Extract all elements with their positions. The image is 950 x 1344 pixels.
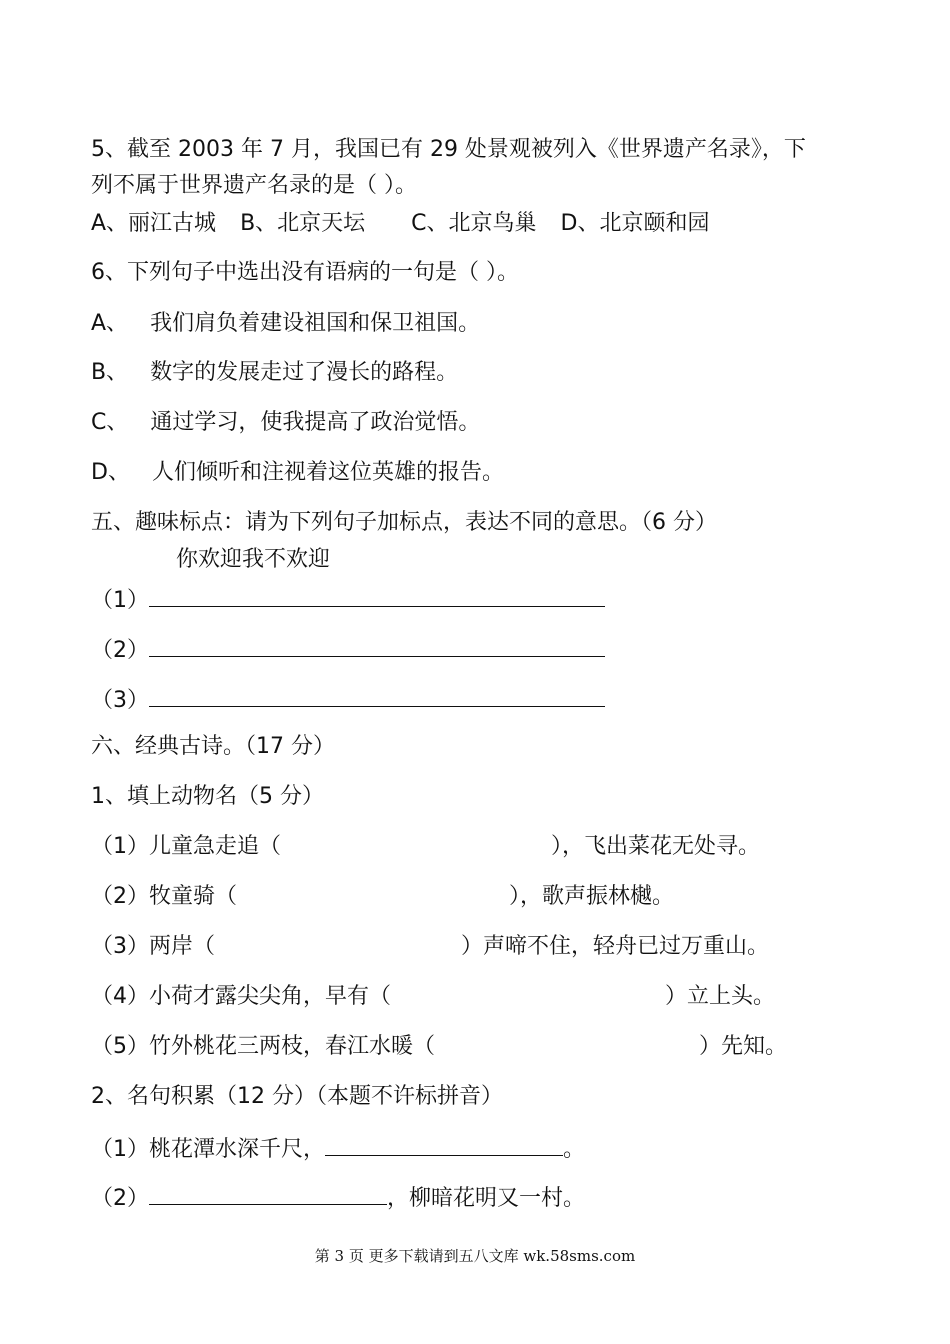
item-before: （4）小荷才露尖尖角，早有（: [91, 984, 391, 1009]
q5-option-a: A、丽江古城: [91, 211, 217, 236]
option-letter: C、: [91, 410, 129, 435]
q5-option-c: C、北京鸟巢: [411, 211, 537, 236]
answer-blank[interactable]: [149, 684, 605, 707]
q6-option-b: [91, 359, 458, 387]
item-after: ）声啼不住，轻舟已过万重山。: [461, 934, 770, 959]
item-after: ，柳暗花明又一村。: [387, 1186, 586, 1211]
option-letter: B、: [91, 360, 129, 385]
item-after: ），飞出菜花无处寻。: [551, 834, 761, 859]
q6-option-a: [91, 310, 480, 338]
section6-title: 六、经典古诗。（17 分）: [91, 734, 335, 759]
q5-options: [91, 210, 709, 238]
item-before: （5）竹外桃花三两枝，春江水暖（: [91, 1034, 435, 1059]
section5-blank-2: [91, 634, 605, 665]
blank-label: （1）: [91, 588, 149, 613]
item-before: （1）儿童急走追（: [91, 834, 281, 859]
option-text: 通过学习，使我提高了政治觉悟。: [150, 410, 481, 435]
item-before: （2）牧童骑（: [91, 884, 237, 909]
item-after: 。: [563, 1137, 586, 1162]
answer-blank[interactable]: [149, 584, 605, 607]
blank-label: （3）: [91, 688, 149, 713]
poem-fill-item-3: [91, 933, 769, 961]
section5-blank-1: [91, 584, 605, 615]
item-after: ）先知。: [699, 1034, 788, 1059]
item-after: ）立上头。: [665, 984, 776, 1009]
q5-option-b: B、北京天坛: [240, 211, 366, 236]
section6-part1-title: 1、填上动物名（5 分）: [91, 784, 324, 809]
item-before: （3）两岸（: [91, 934, 215, 959]
section5-sentence: 你欢迎我不欢迎: [176, 547, 331, 572]
quote-item-1: [91, 1133, 585, 1164]
option-text: 数字的发展走过了漫长的路程。: [150, 360, 459, 385]
q6-stem: 6、下列句子中选出没有语病的一句是（ ）。: [91, 260, 519, 285]
answer-blank[interactable]: [149, 1182, 387, 1205]
item-after: ），歌声振林樾。: [509, 884, 675, 909]
poem-fill-item-4: [91, 983, 775, 1011]
q6-option-c: [91, 409, 480, 437]
poem-fill-item-5: [91, 1033, 787, 1061]
answer-blank[interactable]: [149, 634, 605, 657]
q5-stem-line2: 列不属于世界遗产名录的是（ ）。: [91, 173, 417, 198]
item-before: （2）: [91, 1186, 149, 1211]
quote-item-2: [91, 1182, 585, 1213]
q5-option-d: D、北京颐和园: [560, 211, 710, 236]
option-text: 我们肩负着建设祖国和保卫祖国。: [150, 311, 481, 336]
blank-label: （2）: [91, 638, 149, 663]
poem-fill-item-2: [91, 883, 674, 911]
q6-option-d: [91, 459, 504, 487]
option-text: 人们倾听和注视着这位英雄的报告。: [151, 460, 504, 485]
q5-stem-line1: 5、截至 2003 年 7 月，我国已有 29 处景观被列入《世界遗产名录》，下: [91, 137, 806, 162]
item-before: （1）桃花潭水深千尺，: [91, 1137, 325, 1162]
section5-title: 五、趣味标点：请为下列句子加标点，表达不同的意思。（6 分）: [91, 510, 717, 535]
section6-part2-title: 2、名句积累（12 分）（本题不许标拼音）: [91, 1084, 503, 1109]
option-letter: D、: [91, 460, 130, 485]
poem-fill-item-1: [91, 833, 760, 861]
page-footer: 第 3 页 更多下载请到五八文库 wk.58sms.com: [314, 1247, 636, 1265]
section5-blank-3: [91, 684, 605, 715]
option-letter: A、: [91, 311, 129, 336]
answer-blank[interactable]: [325, 1133, 563, 1156]
